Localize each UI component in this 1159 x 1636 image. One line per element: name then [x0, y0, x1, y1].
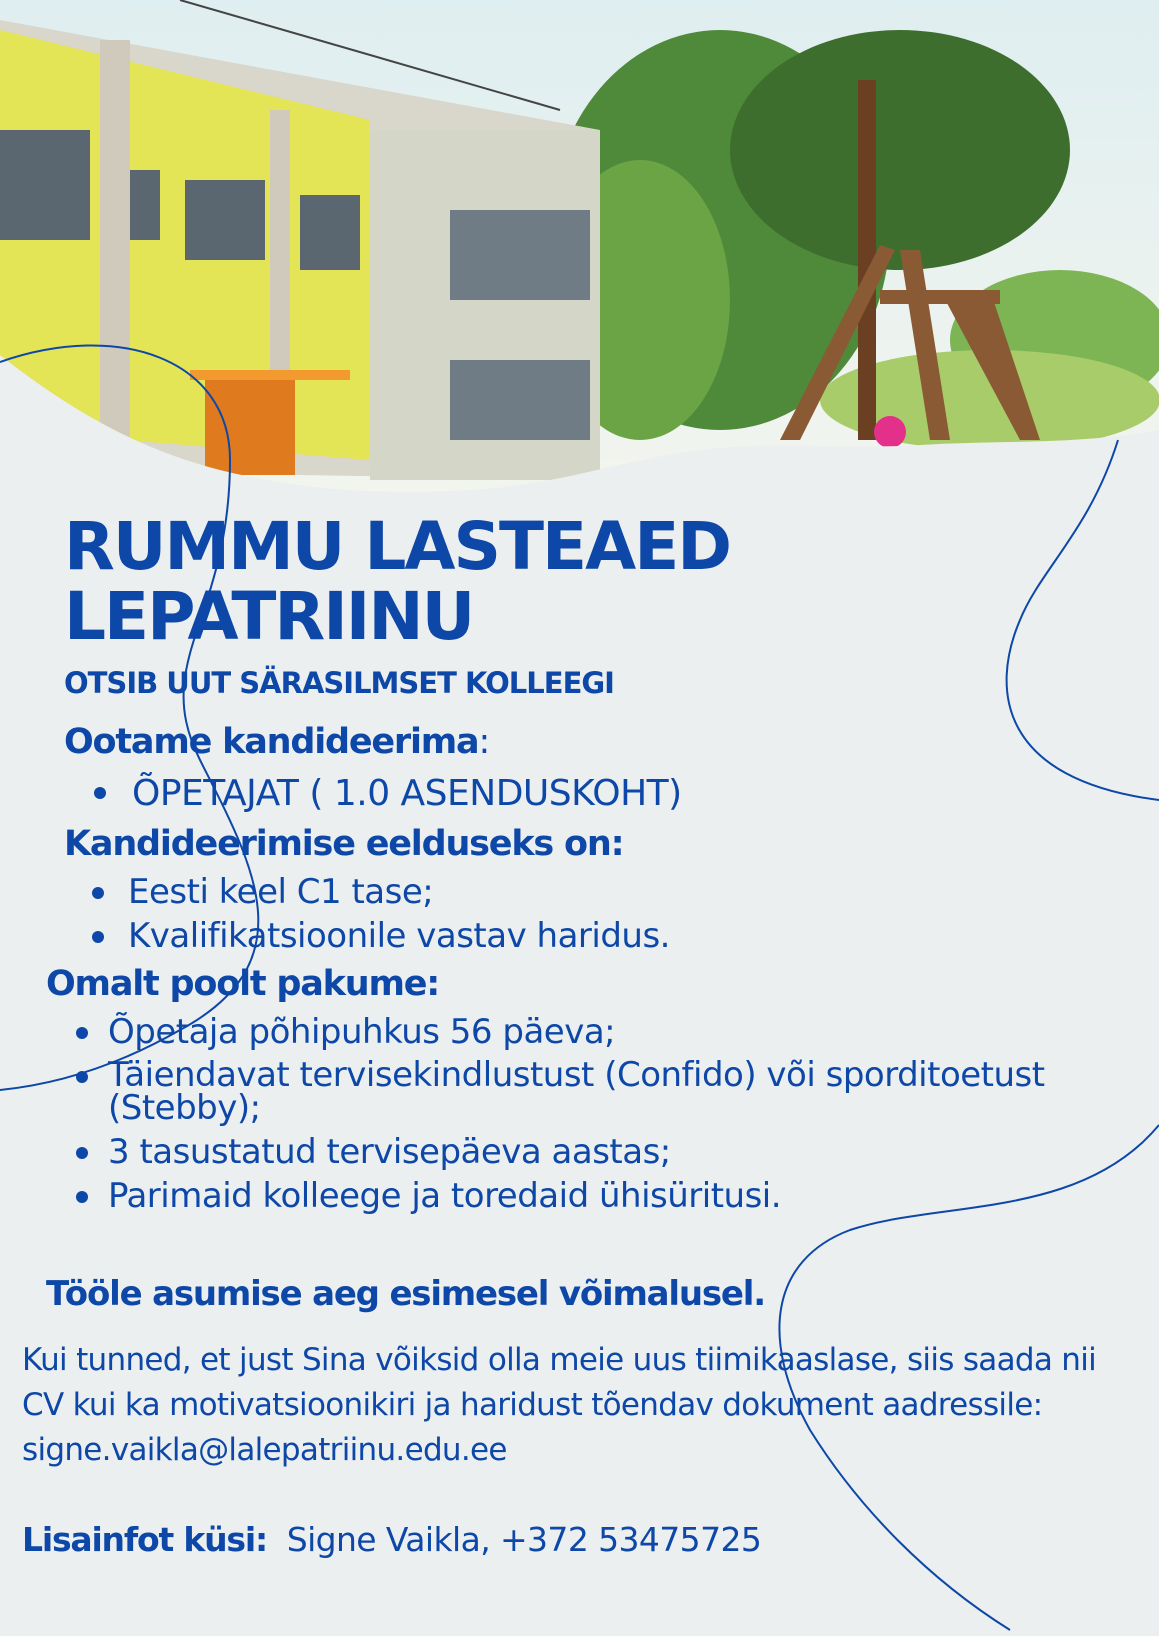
position-list	[90, 770, 682, 818]
title-line-1: RUMMU LASTEAED	[64, 508, 731, 585]
application-text: Kui tunned, et just Sina võiksid olla meie uus tiimikaaslase, siis saada nii CV kui ka motivatsioonikiri ja haridust tõendav dokument aadressile: signe.vaikla@lalepatriinu.edu.ee	[22, 1342, 1097, 1468]
kindergarten-photo	[0, 0, 1159, 500]
requirements-heading: Kandideerimise eelduseks on:	[64, 824, 624, 864]
offer-item: 3 tasustatud tervisepäeva aastas;	[72, 1130, 1132, 1174]
contact-label: Lisainfot küsi:	[22, 1520, 267, 1559]
start-notice: Tööle asumise aeg esimesel võimalusel.	[46, 1274, 765, 1314]
offer-item: Õpetaja põhipuhkus 56 päeva;	[72, 1010, 1132, 1054]
offer-item: Parimaid kolleege ja toredaid ühisüritusi.	[72, 1174, 1132, 1218]
position-heading-colon: :	[478, 722, 490, 762]
contact-line	[22, 1520, 761, 1559]
poster-title	[64, 508, 731, 655]
requirement-item: Kvalifikatsioonile vastav haridus.	[84, 914, 670, 958]
requirement-item: Eesti keel C1 tase;	[84, 870, 670, 914]
position-item: ÕPETAJAT ( 1.0 ASENDUSKOHT)	[90, 770, 682, 818]
position-heading	[64, 722, 489, 762]
poster-subtitle: OTSIB UUT SÄRASILMSET KOLLEEGI	[64, 666, 614, 700]
offer-item: Täiendavat tervisekindlustust (Confido) või sporditoetust (Stebby);	[72, 1054, 1132, 1130]
requirements-list	[84, 870, 670, 958]
offer-heading: Omalt poolt pakume:	[46, 964, 440, 1004]
title-line-2: LEPATRIINU	[64, 578, 474, 655]
contact-value: Signe Vaikla, +372 53475725	[286, 1520, 762, 1559]
offer-list	[72, 1010, 1132, 1218]
position-heading-text: Ootame kandideerima	[64, 722, 479, 762]
